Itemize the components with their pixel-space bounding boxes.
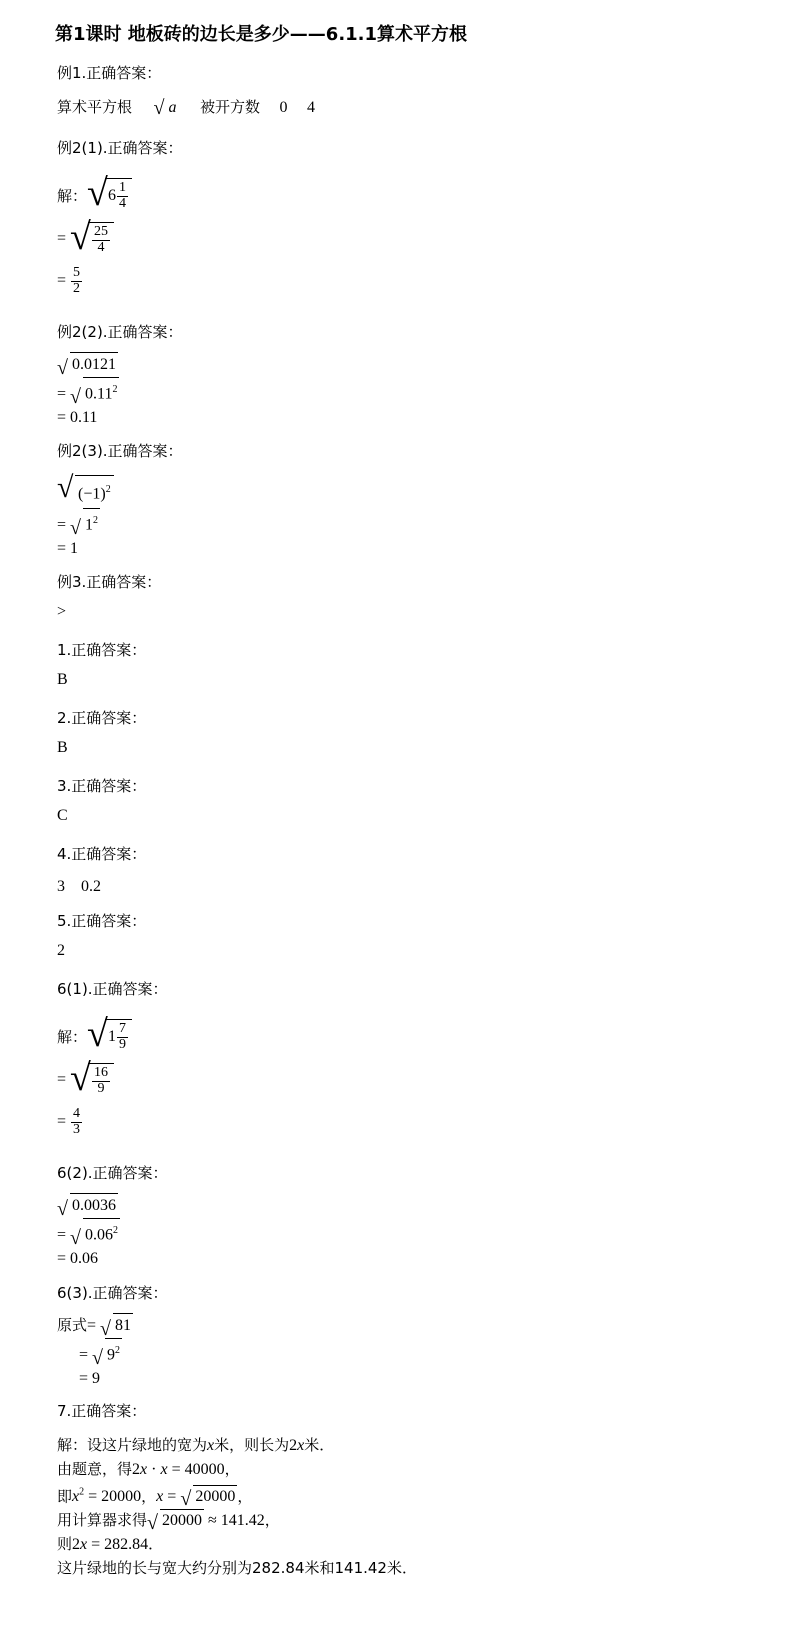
answer-ex2-3: √ $(-1)^2$ = √ $1^2$ = 1 (57, 474, 114, 561)
question-label: 3.正确答案： (57, 777, 147, 795)
answer-6-1: 解： √ 1 $\frac{7}{9}$ = √ $\frac{16}{9}$ = $\frac{4}{3}$ (57, 1014, 132, 1142)
question-label: 例2(3).正确答案： (57, 442, 183, 460)
question-label: 例2(1).正确答案： (57, 139, 183, 157)
answer-3: C (57, 807, 68, 824)
answer-ex2-2: √ 0.0121 = √ $0.11^2$ = 0.11 (57, 352, 119, 430)
page-title: 第1课时 地板砖的边长是多少——6.1.1算术平方根 (55, 24, 468, 45)
question-label: 例1.正确答案： (57, 64, 162, 82)
answer-7: 解：设这片绿地的宽为x米，则长为2x米． 由题意，得2x · x = 40000， 即$x^2 = 20000$，x = √ 20000 ， 用计算器求得 √ 20000 ≈ 141.42， 则2x = 282.84． 这片绿地的长与宽大约分别为282.84米和141.42米． (57, 1436, 417, 1578)
answer-1: B (57, 671, 68, 688)
question-label: 6(2).正确答案： (57, 1164, 168, 1182)
question-label: 7.正确答案： (57, 1402, 147, 1420)
question-label: 6(1).正确答案： (57, 980, 168, 998)
answer-6-3: 原式= √ 81 = √ $9^2$ = 9 (57, 1313, 133, 1391)
question-label: 5.正确答案： (57, 912, 147, 930)
answer-ex3: > (57, 603, 67, 620)
question-label: 2.正确答案： (57, 709, 147, 727)
answer-ex2-1: 解： √ 6 $\frac{1}{4}$ = √ $\frac{25}{4}$ = $\frac{5}{2}$ (57, 173, 132, 301)
question-label: 6(3).正确答案： (57, 1284, 168, 1302)
question-label: 1.正确答案： (57, 641, 147, 659)
answer-5: 2 (57, 942, 65, 959)
answer-ex1: 算术平方根 √ a 被开方数 0 4 (57, 97, 316, 119)
answer-6-2: √ 0.0036 = √ $0.06^2$ = 0.06 (57, 1193, 120, 1271)
question-label: 4.正确答案： (57, 845, 147, 863)
question-label: 例3.正确答案： (57, 573, 162, 591)
answer-2: B (57, 739, 68, 756)
answer-4: 3 0.2 (57, 878, 102, 895)
question-label: 例2(2).正确答案： (57, 323, 183, 341)
